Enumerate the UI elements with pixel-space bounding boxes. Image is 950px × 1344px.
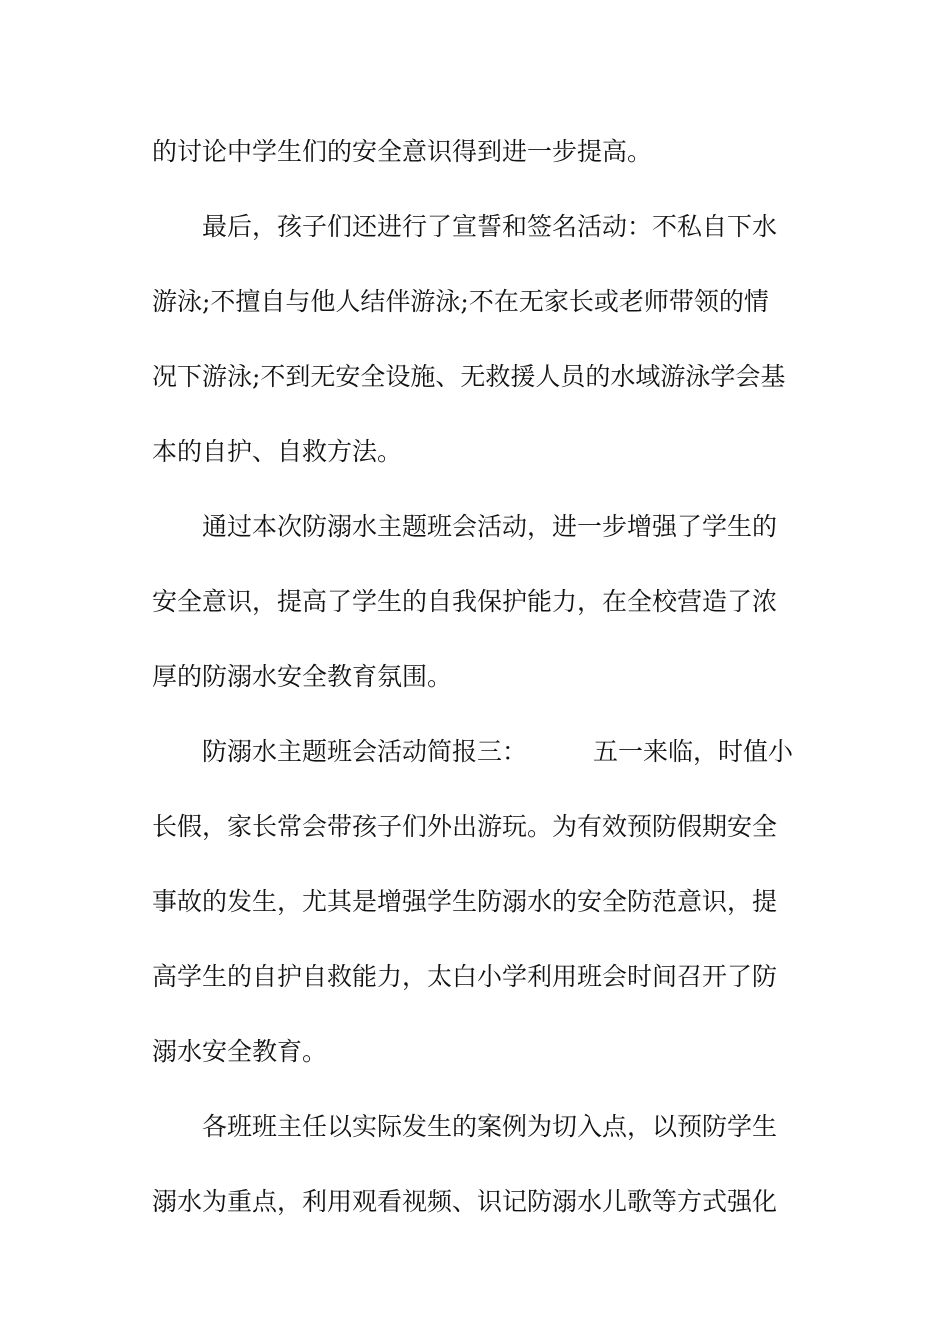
text-line: 安全意识，提高了学生的自我保护能力，在全校营造了浓	[152, 587, 778, 616]
text-line: 长假，家长常会带孩子们外出游玩。为有效预防假期安全	[152, 812, 778, 841]
text-line	[152, 714, 802, 789]
document-text	[152, 114, 802, 1239]
section-heading: 防溺水主题班会活动简报三：	[202, 737, 528, 766]
text-line: 最后，孩子们还进行了宣誓和签名活动：不私自下水	[202, 212, 778, 241]
text-line: 况下游泳;不到无安全设施、无救援人员的水域游泳学会基	[152, 362, 786, 391]
text-line: 溺水为重点，利用观看视频、识记防溺水儿歌等方式强化	[152, 1187, 778, 1216]
text-line: 各班班主任以实际发生的案例为切入点，以预防学生	[202, 1112, 778, 1141]
text-line: 高学生的自护自救能力，太白小学利用班会时间召开了防	[152, 962, 778, 991]
text-line: 厚的防溺水安全教育氛围。	[152, 662, 453, 691]
text-line: 事故的发生，尤其是增强学生防溺水的安全防范意识，提	[152, 887, 778, 916]
text-line: 溺水安全教育。	[152, 1037, 328, 1066]
text-line: 通过本次防溺水主题班会活动，进一步增强了学生的	[202, 512, 778, 541]
section-opening: 五一来临，时值小	[593, 737, 794, 766]
text-line: 本的自护、自救方法。	[152, 437, 403, 466]
text-line: 游泳;不擅自与他人结伴游泳;不在无家长或老师带领的情	[152, 287, 769, 316]
text-line: 的讨论中学生们的安全意识得到进一步提高。	[152, 137, 653, 166]
